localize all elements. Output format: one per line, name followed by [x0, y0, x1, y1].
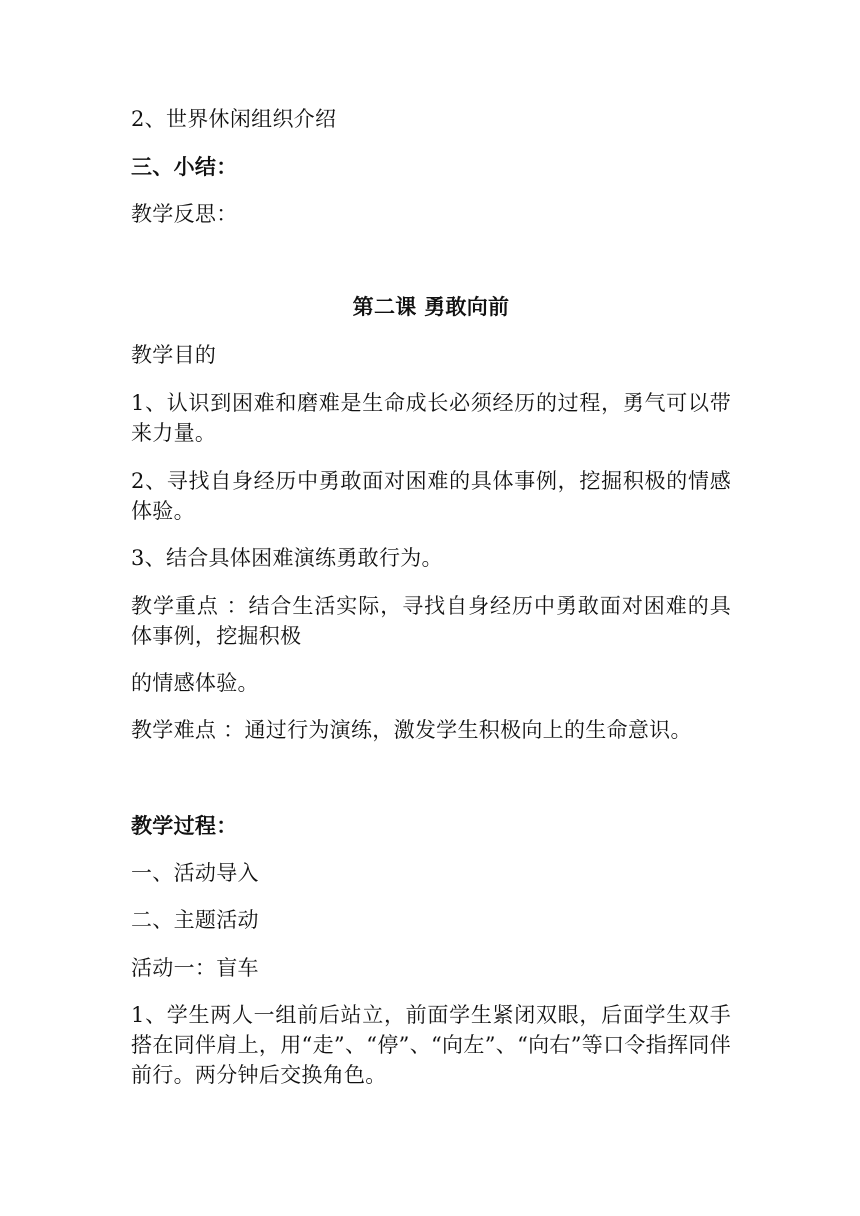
teaching-difficulty: 教学难点 ：通过行为演练，激发学生积极向上的生命意识。 [131, 718, 692, 742]
activity-one-title: 活动一：盲车 [131, 956, 259, 980]
process-step-intro: 一、活动导入 [131, 861, 259, 885]
teaching-key-point: 教学重点 ：结合生活实际，寻找自身经历中勇敢面对困难的具体事例，挖掘积极 [131, 594, 731, 648]
section-item-leisure-org: 2、世界休闲组织介绍 [131, 107, 337, 131]
teaching-key-point-continued: 的情感体验。 [131, 671, 259, 695]
activity-one-step-1: 1、学生两人一组前后站立，前面学生紧闭双眼，后面学生双手搭在同伴肩上，用“走”、“停”、“向左”、“向右”等口令指挥同伴前行。两分钟后交换角色。 [131, 1003, 731, 1087]
objective-3: 3、结合具体困难演练勇敢行为。 [131, 546, 443, 570]
teaching-objectives-heading: 教学目的 [131, 343, 217, 367]
teaching-process-heading: 教学过程： [131, 813, 238, 838]
process-step-theme: 二、主题活动 [131, 908, 259, 932]
objective-1: 1、认识到困难和磨难是生命成长必须经历的过程，勇气可以带来力量。 [131, 391, 731, 445]
objective-2: 2、寻找自身经历中勇敢面对困难的具体事例，挖掘积极的情感体验。 [131, 469, 731, 523]
teaching-reflection-label: 教学反思： [131, 202, 238, 226]
section-heading-summary: 三、小结： [131, 154, 238, 179]
lesson-title: 第二课 勇敢向前 [352, 294, 510, 319]
